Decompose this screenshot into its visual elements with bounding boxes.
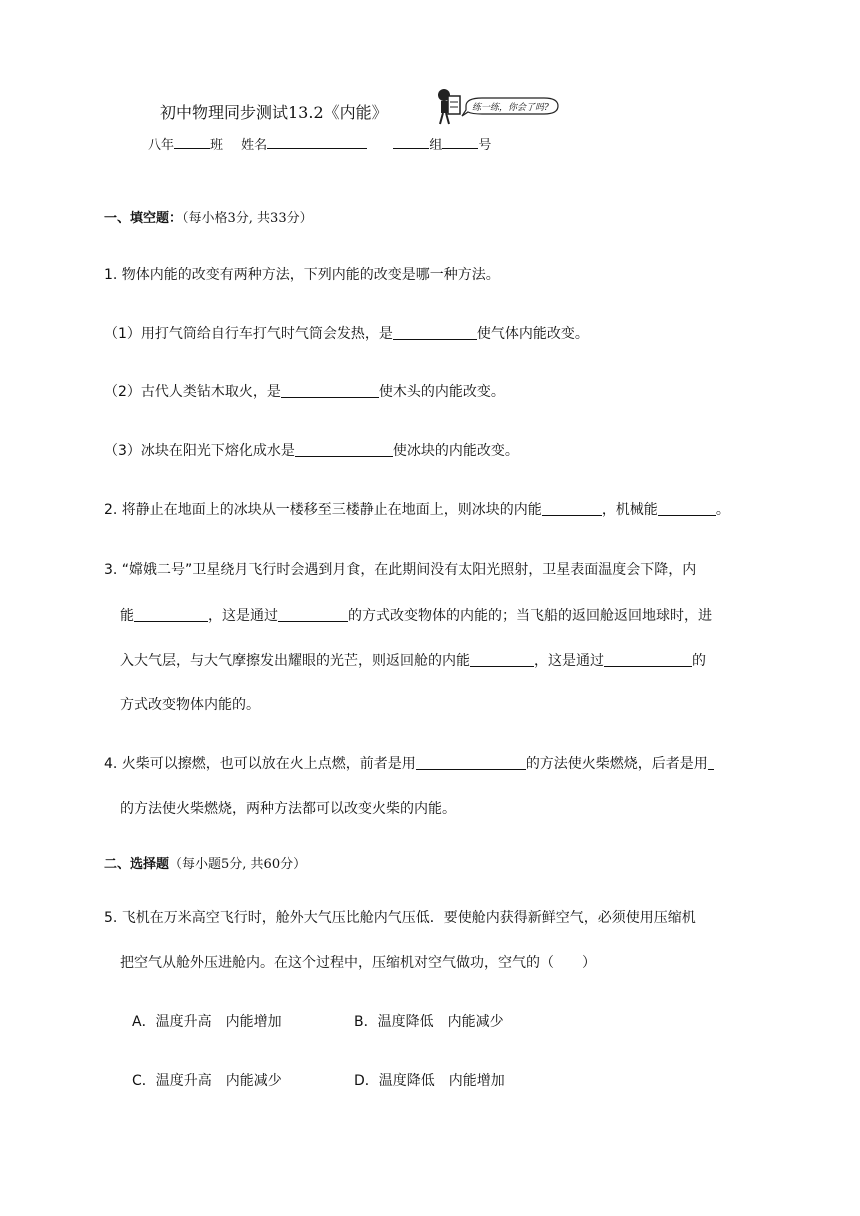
q1-item-1-text: （1）用打气筒给自行车打气时气筒会发热，是: [104, 326, 393, 342]
grade-label: 八年: [148, 138, 175, 153]
q1-item-2-blank[interactable]: [281, 383, 379, 398]
q3-line-2: [120, 605, 712, 625]
q3-l2-text-a: 能: [120, 608, 134, 624]
number-blank[interactable]: [442, 135, 478, 149]
q1-item-2-text: （2）古代人类钻木取火，是: [104, 384, 281, 400]
section2-note: （每小题5分, 共60分）: [169, 857, 307, 872]
q4-text-b: 的方法使火柴燃烧，后者是用: [525, 756, 708, 772]
q4-line-1: [104, 753, 714, 773]
q3-blank-1[interactable]: [134, 607, 208, 622]
section1-title: 一、填空题：: [104, 211, 183, 226]
class-label: 班: [210, 138, 224, 153]
q3-blank-3[interactable]: [470, 652, 534, 667]
q3-l2-text-b: ，这是通过: [208, 608, 278, 624]
mascot-illustration: [432, 86, 560, 126]
section1-note: （每小格3分, 共33分）: [182, 211, 313, 226]
q2-text-c: 。: [715, 502, 730, 518]
q1-item-3-text: （3）冰块在阳光下熔化成水是: [104, 443, 295, 459]
mascot-caption: 练一练，你会了吗?: [472, 103, 549, 113]
q3-line-4: 方式改变物体内能的。: [120, 697, 260, 713]
q3-blank-4[interactable]: [604, 652, 692, 667]
q5-option-c[interactable]: C．温度升高 内能减少: [132, 1073, 282, 1089]
name-label: 姓名: [241, 138, 268, 153]
q1-stem: 1. 物体内能的改变有两种方法，下列内能的改变是哪一种方法。: [104, 267, 500, 283]
q4-text-a: 4. 火柴可以擦燃，也可以放在火上点燃，前者是用: [104, 756, 416, 772]
q3-line-1: 3. “嫦娥二号”卫星绕月飞行时会遇到月食，在此期间没有太阳光照射，卫星表面温度会下降，内: [104, 562, 697, 578]
q5-line-1: 5. 飞机在万米高空飞行时，舱外大气压比舱内气压低．要使舱内获得新鲜空气，必须使用压缩机: [104, 910, 696, 926]
q1-item-2-end: 使木头的内能改变。: [378, 384, 505, 400]
q5-option-b[interactable]: B．温度降低 内能减少: [354, 1014, 504, 1030]
q2: [104, 499, 730, 519]
q1-item-3-end: 使冰块的内能改变。: [392, 443, 519, 459]
q4-line-2: 的方法使火柴燃烧，两种方法都可以改变火柴的内能。: [120, 801, 456, 817]
section2-title: 二、选择题: [104, 857, 170, 872]
q1-item-2: [104, 381, 505, 401]
group-label: 组: [429, 138, 443, 153]
name-blank[interactable]: [267, 135, 367, 149]
q5-option-d[interactable]: D．温度降低 内能增加: [354, 1073, 505, 1089]
q1-item-1-end: 使气体内能改变。: [476, 326, 589, 342]
q1-item-1: [104, 323, 589, 343]
q3-l3-text-c: 的: [692, 653, 706, 669]
q1-item-3-blank[interactable]: [295, 442, 393, 457]
q1-item-1-blank[interactable]: [393, 325, 477, 340]
page-title: 初中物理同步测试13.2《内能》: [160, 103, 388, 122]
q3-blank-2[interactable]: [278, 607, 348, 622]
q2-blank-1[interactable]: [542, 501, 602, 516]
q2-blank-2[interactable]: [658, 501, 716, 516]
q2-text-a: 2. 将静止在地面上的冰块从一楼移至三楼静止在地面上，则冰块的内能: [104, 502, 542, 518]
q3-l3-text-b: ，这是通过: [534, 653, 604, 669]
q5-option-a[interactable]: A．温度升高 内能增加: [132, 1014, 282, 1030]
q5-line-2: 把空气从舱外压进舱内。在这个过程中，压缩机对空气做功，空气的（ ）: [120, 955, 596, 971]
q2-text-b: ，机械能: [601, 502, 658, 518]
q3-l3-text-a: 入大气层，与大气摩擦发出耀眼的光芒，则返回舱的内能: [120, 653, 470, 669]
q3-line-3: [120, 650, 706, 670]
q3-l2-text-c: 的方式改变物体的内能的；当飞船的返回舱返回地球时，进: [348, 608, 712, 624]
q1-item-3: [104, 440, 519, 460]
group-blank[interactable]: [393, 135, 429, 149]
q4-blank-2[interactable]: [708, 755, 714, 770]
student-info-line: [148, 134, 491, 153]
q4-blank-1[interactable]: [416, 755, 526, 770]
section2-heading: [104, 853, 306, 872]
class-blank[interactable]: [174, 135, 210, 149]
section1-heading: [104, 207, 313, 226]
number-label: 号: [478, 138, 492, 153]
